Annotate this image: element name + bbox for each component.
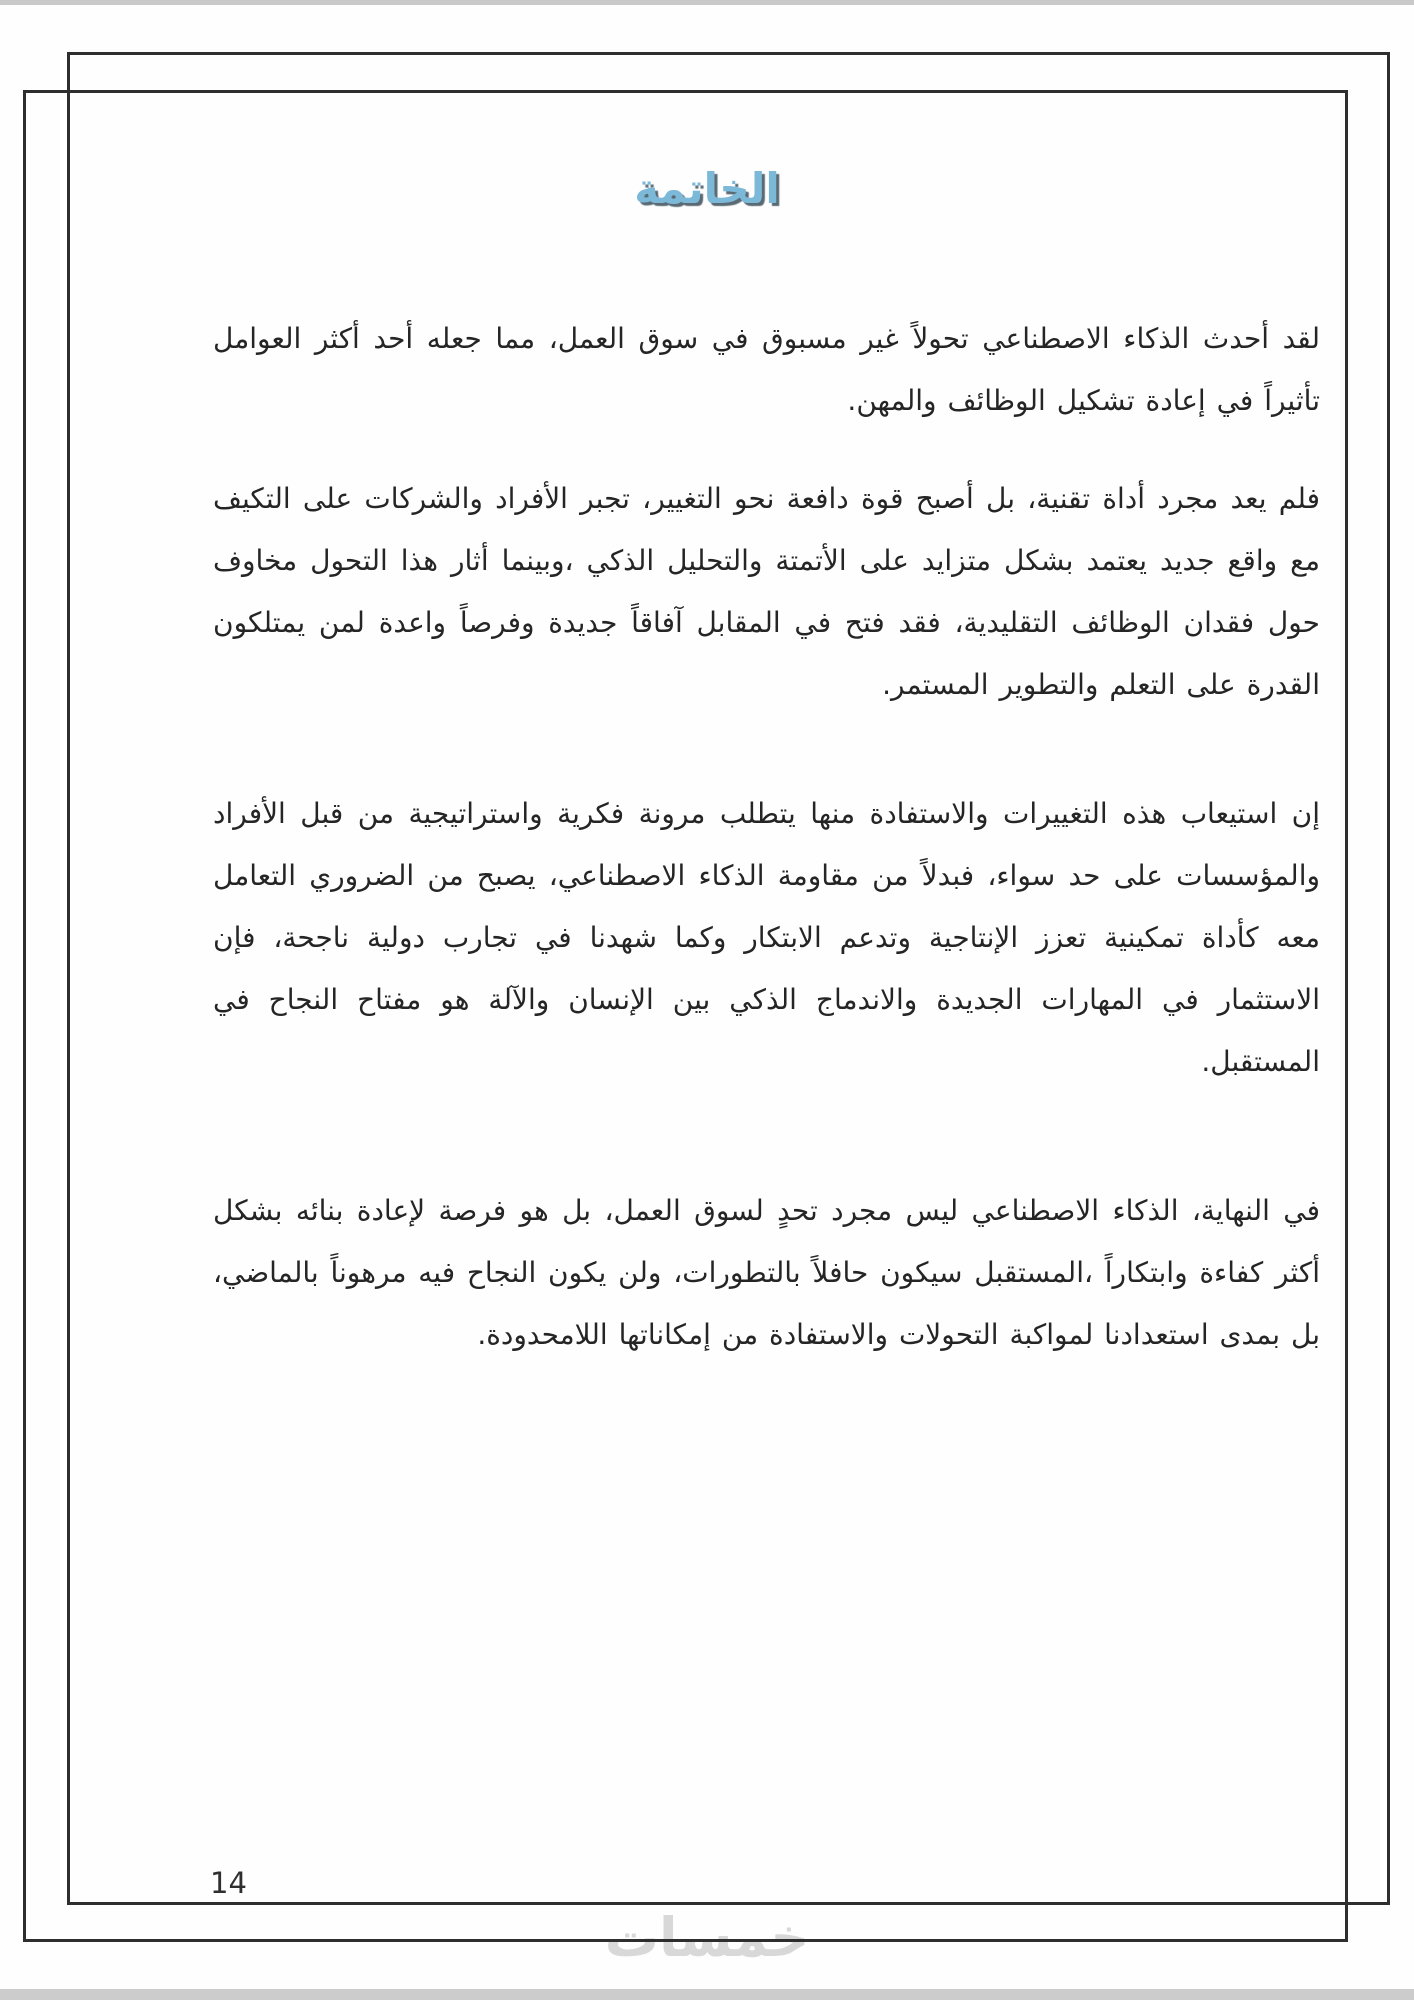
paragraph-3: إن استيعاب هذه التغييرات والاستفادة منها يتطلب مرونة فكرية واستراتيجية من قبل الأفراد والمؤسسات على حد سواء، فبدلاً من مقاومة الذكاء الاصطناعي، يصبح من الضروري التعامل معه كأداة تمكينية تعزز الإنتاجية وتدعم الابتكار وكما شهدنا في تجارب دولية ناجحة، فإن الاستثمار في المهارات الجديدة والاندماج الذكي بين الإنسان والآلة هو مفتاح النجاح في المستقبل.	[213, 797, 1320, 1078]
khamsat-watermark: خمسات	[604, 1906, 810, 1969]
page-number: 14	[210, 1866, 247, 1900]
body-text	[213, 308, 1320, 1366]
paragraph-2: فلم يعد مجرد أداة تقنية، بل أصبح قوة دافعة نحو التغيير، تجبر الأفراد والشركات على التكيف مع واقع جديد يعتمد بشكل متزايد على الأتمتة والتحليل الذكي ،وبينما أثار هذا التحول مخاوف حول فقدان الوظائف التقليدية، فقد فتح في المقابل آفاقاً جديدة وفرصاً واعدة لمن يمتلكون القدرة على التعلم والتطوير المستمر.	[213, 482, 1320, 701]
paragraph-4: في النهاية، الذكاء الاصطناعي ليس مجرد تحدٍ لسوق العمل، بل هو فرصة لإعادة بنائه بشكل أكثر كفاءة وابتكاراً ،المستقبل سيكون حافلاً بالتطورات، ولن يكون النجاح فيه مرهوناً بالماضي، بل بمدى استعدادنا لمواكبة التحولات والاستفادة من إمكاناتها اللامحدودة.	[213, 1194, 1320, 1351]
screen-top-edge	[0, 0, 1414, 5]
page-title: الخاتمة	[634, 164, 780, 213]
screen-bottom-edge	[0, 1989, 1414, 2000]
paragraph-1: لقد أحدث الذكاء الاصطناعي تحولاً غير مسبوق في سوق العمل، مما جعله أحد أكثر العوامل تأثيراً في إعادة تشكيل الوظائف والمهن.	[213, 322, 1320, 417]
